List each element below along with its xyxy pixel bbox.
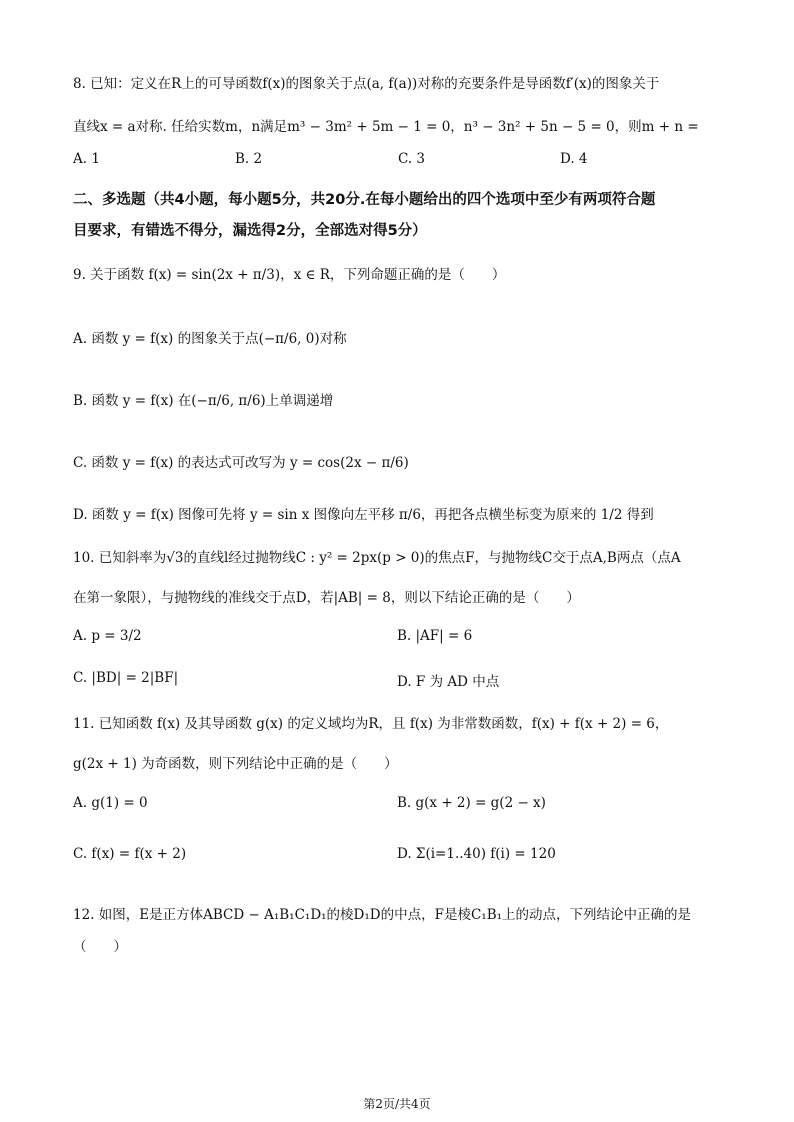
q10-stem-line1: 10. 已知斜率为√3的直线l经过抛物线C : y² = 2px(p > 0)的焦点F，与抛物线C交于点A,B两点（点A <box>73 550 681 566</box>
q10-option-b: B. |AF| = 6 <box>397 628 473 644</box>
q10-stem-line2: 在第一象限），与抛物线的准线交于点D，若|AB| = 8，则以下结论正确的是（ ） <box>73 590 580 606</box>
q8-option-a: A. 1 <box>73 151 100 167</box>
q11-stem-line1: 11. 已知函数 f(x) 及其导函数 g(x) 的定义域均为R，且 f(x) 为非常数函数，f(x) + f(x + 2) = 6， <box>73 716 669 732</box>
q9-option-d: D. 函数 y = f(x) 图像可先将 y = sin x 图像向左平移 π/6，再把各点横坐标变为原来的 1/2 得到 <box>73 507 654 523</box>
q9-option-a: A. 函数 y = f(x) 的图象关于点(−π/6, 0)对称 <box>73 331 347 347</box>
q12-stem-line1: 12. 如图，E是正方体ABCD − A₁B₁C₁D₁的棱D₁D的中点，F是棱C₁B₁上的动点，下列结论中正确的是 <box>73 907 692 923</box>
q11-option-b: B. g(x + 2) = g(2 − x) <box>397 795 546 811</box>
q12-stem-line2: （ ） <box>73 939 127 955</box>
q8-stem-line2: 直线x = a对称. 任给实数m，n满足m³ − 3m² + 5m − 1 = 0，n³ − 3n² + 5n − 5 = 0，则m + n = <box>73 119 699 135</box>
q9-option-b: B. 函数 y = f(x) 在(−π/6, π/6)上单调递增 <box>73 393 334 409</box>
q11-option-c: C. f(x) = f(x + 2) <box>73 846 187 862</box>
q8-option-d: D. 4 <box>560 151 588 167</box>
q11-stem-line2: g(2x + 1) 为奇函数，则下列结论中正确的是（ ） <box>73 756 398 772</box>
q10-option-a: A. p = 3/2 <box>73 628 142 644</box>
q10-option-d: D. F 为 AD 中点 <box>397 674 500 690</box>
q8-option-b: B. 2 <box>235 151 263 167</box>
section2-heading-line2: 目要求，有错选不得分，漏选得2分，全部选对得5分） <box>73 223 427 239</box>
q9-stem: 9. 关于函数 f(x) = sin(2x + π/3)，x ∈ R，下列命题正确的是（ ） <box>73 267 506 283</box>
q8-stem-line1: 8. 已知：定义在R上的可导函数f(x)的图象关于点(a, f(a))对称的充要条件是导函数f′(x)的图象关于 <box>73 76 660 92</box>
q10-option-c: C. |BD| = 2|BF| <box>73 670 179 686</box>
section2-heading-line1: 二、多选题（共4小题，每小题5分，共20分.在每小题给出的四个选项中至少有两项符合题 <box>73 192 656 208</box>
page-footer: 第2页/共4页 <box>363 1097 431 1111</box>
q8-option-c: C. 3 <box>398 151 426 167</box>
q9-option-c: C. 函数 y = f(x) 的表达式可改写为 y = cos(2x − π/6) <box>73 455 409 471</box>
q11-option-d: D. Σ(i=1..40) f(i) = 120 <box>397 846 556 862</box>
q11-option-a: A. g(1) = 0 <box>73 795 148 811</box>
